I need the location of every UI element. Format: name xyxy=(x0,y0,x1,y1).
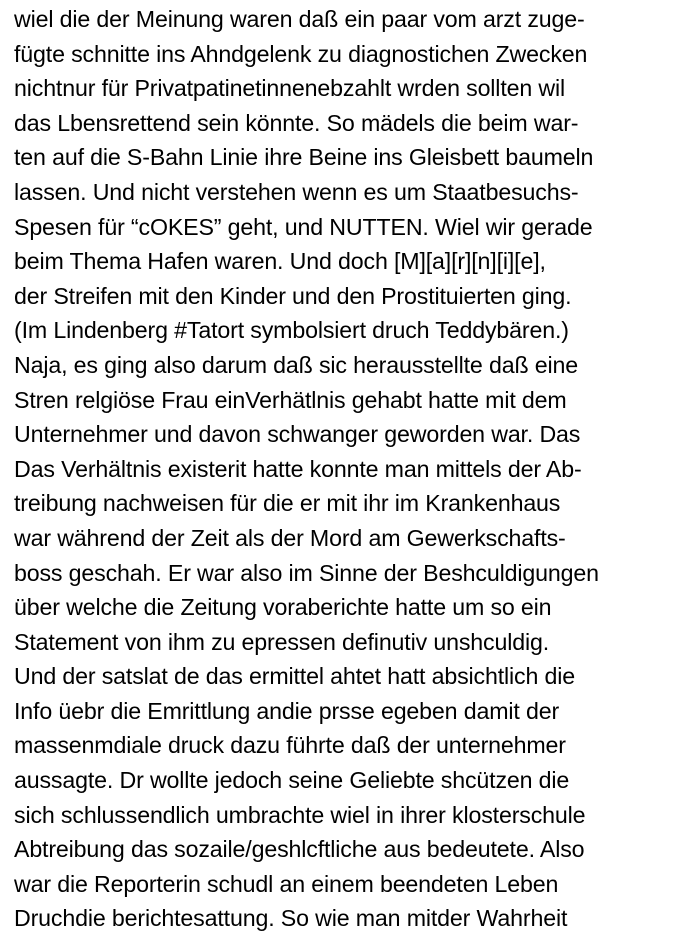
text-line: nichtnur für Privatpatinetinnenebzahlt wrden sollten wil xyxy=(14,75,565,102)
text-line: lassen. Und nicht verstehen wenn es um Staatbesuchs- xyxy=(14,178,579,205)
text-line: Abtreibung das sozaile/geshlcftliche aus bedeutete. Also xyxy=(14,836,585,863)
text-line: Naja, es ging also darum daß sic herausstellte daß eine xyxy=(14,351,579,378)
text-line: Druchdie berichtesattung. So wie man mitder Wahrheit xyxy=(14,905,568,932)
text-line: Unternehmer und davon schwanger geworden war. Das xyxy=(14,421,581,448)
text-line: treibung nachweisen für die er mit ihr im Krankenhaus xyxy=(14,490,561,517)
text-line: Spesen für “cOKES” geht, und NUTTEN. Wiel wir gerade xyxy=(14,213,593,240)
text-line: Info üebr die Emrittlung andie prsse egeben damit der xyxy=(14,697,560,724)
text-line: Und der satslat de das ermittel ahtet hatt absichtlich die xyxy=(14,663,575,690)
text-line: beim Thema Hafen waren. Und doch [M][a][r][n][i][e], xyxy=(14,248,546,275)
text-line: war die Reporterin schudl an einem beendeten Leben xyxy=(14,870,559,897)
body-text xyxy=(14,2,678,936)
text-line: Stren relgiöse Frau einVerhätlnis gehabt hatte mit dem xyxy=(14,386,567,413)
text-line: ten auf die S-Bahn Linie ihre Beine ins Gleisbett baumeln xyxy=(14,144,594,171)
text-line: massenmdiale druck dazu führte daß der unternehmer xyxy=(14,732,566,759)
text-line: aussagte. Dr wollte jedoch seine Geliebte shcützen die xyxy=(14,767,570,794)
text-line: boss geschah. Er war also im Sinne der Beshculdigungen xyxy=(14,559,599,586)
text-line: (Im Lindenberg #Tatort symbolsiert druch Teddybären.) xyxy=(14,317,569,344)
text-line: wiel die der Meinung waren daß ein paar vom arzt zuge- xyxy=(14,6,585,32)
text-line: das Lbensrettend sein könnte. So mädels die beim war- xyxy=(14,109,579,136)
text-line: Das Verhältnis existerit hatte konnte man mittels der Ab- xyxy=(14,455,582,482)
text-line: der Streifen mit den Kinder und den Prostituierten ging. xyxy=(14,282,572,309)
text-line: war während der Zeit als der Mord am Gewerkschafts- xyxy=(14,524,566,551)
text-line: sich schlussendlich umbrachte wiel in ihrer klosterschule xyxy=(14,801,586,828)
text-line: Statement von ihm zu epressen definutiv unshculdig. xyxy=(14,628,549,655)
text-line: fügte schnitte ins Ahndgelenk zu diagnostichen Zwecken xyxy=(14,40,588,67)
text-line: über welche die Zeitung voraberichte hatte um so ein xyxy=(14,594,552,621)
